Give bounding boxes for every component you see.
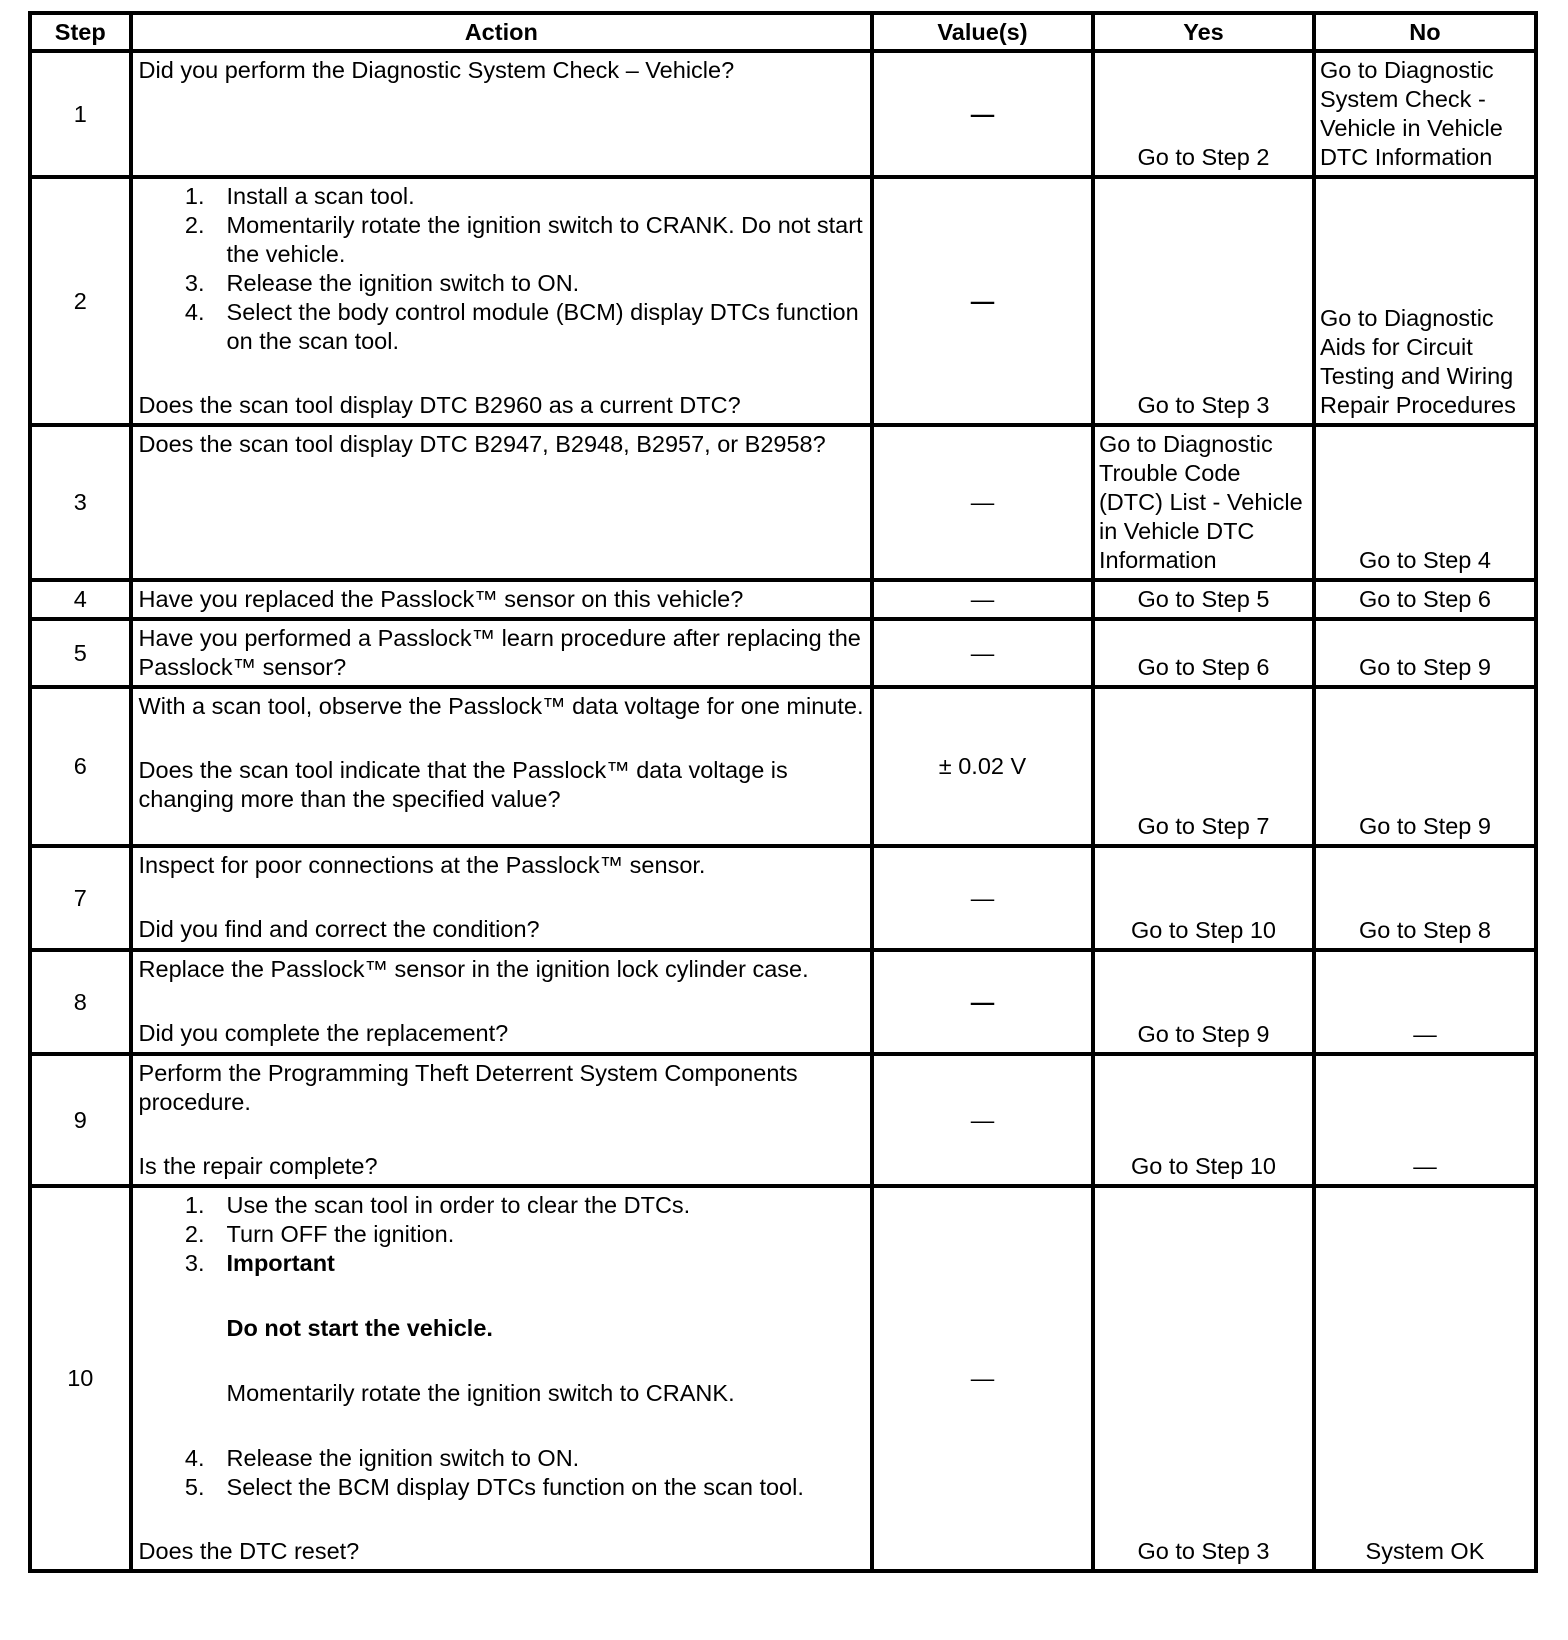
action-cell: Have you replaced the Passlock™ sensor on this vehicle?	[131, 580, 872, 619]
step-number: 9	[30, 1054, 131, 1186]
step-number: 6	[30, 687, 131, 846]
action-text: Replace the Passlock™ sensor in the ignition lock cylinder case.	[138, 956, 809, 982]
diagnostic-table	[28, 11, 1538, 1573]
no-cell: —	[1314, 950, 1536, 1054]
yes-cell: Go to Step 10	[1093, 1054, 1314, 1186]
action-cell	[131, 1186, 872, 1571]
no-cell: Go to Diagnostic System Check - Vehicle in Vehicle DTC Information	[1314, 51, 1536, 177]
table-row	[30, 1186, 1536, 1571]
list-item: 3. Important	[139, 1249, 864, 1278]
important-heading: Important	[226, 1250, 335, 1276]
table-row	[30, 51, 1536, 177]
yes-cell: Go to Step 7	[1093, 687, 1314, 846]
no-cell: System OK	[1314, 1186, 1536, 1571]
list-item: 4. Select the body control module (BCM) display DTCs function on the scan tool.	[184, 299, 859, 354]
yes-cell: Go to Step 3	[1093, 1186, 1314, 1571]
important-note: Do not start the vehicle.	[226, 1315, 493, 1341]
no-cell: Go to Step 9	[1314, 619, 1536, 687]
no-cell: Go to Diagnostic Aids for Circuit Testing and Wiring Repair Procedures	[1314, 177, 1536, 425]
action-question: Did you complete the replacement?	[138, 1020, 509, 1046]
list-item: 1. Use the scan tool in order to clear the DTCs.	[184, 1192, 691, 1218]
yes-cell: Go to Diagnostic Trouble Code (DTC) List - Vehicle in Vehicle DTC Information	[1093, 425, 1314, 580]
header-no: No	[1314, 13, 1536, 51]
no-cell: Go to Step 9	[1314, 687, 1536, 846]
table-row	[30, 1054, 1536, 1186]
table-row	[30, 580, 1536, 619]
list-item: 2. Momentarily rotate the ignition switch to CRANK. Do not start the vehicle.	[184, 212, 863, 267]
action-text: With a scan tool, observe the Passlock™ data voltage for one minute.	[138, 693, 864, 719]
yes-cell: Go to Step 9	[1093, 950, 1314, 1054]
step-number: 1	[30, 51, 131, 177]
step-number: 2	[30, 177, 131, 425]
action-cell	[131, 950, 872, 1054]
value-cell: —	[872, 177, 1093, 425]
table-row	[30, 425, 1536, 580]
value-cell: —	[872, 51, 1093, 177]
header-row	[30, 13, 1536, 51]
no-cell: Go to Step 8	[1314, 846, 1536, 950]
header-action: Action	[131, 13, 872, 51]
value-cell: —	[872, 1186, 1093, 1571]
action-steps-list	[139, 182, 864, 356]
value-cell: —	[872, 846, 1093, 950]
value-cell: —	[872, 580, 1093, 619]
no-cell: Go to Step 6	[1314, 580, 1536, 619]
no-cell: —	[1314, 1054, 1536, 1186]
list-item: 4. Release the ignition switch to ON.	[184, 1445, 580, 1471]
step-number: 10	[30, 1186, 131, 1571]
table-row	[30, 846, 1536, 950]
header-yes: Yes	[1093, 13, 1314, 51]
no-cell: Go to Step 4	[1314, 425, 1536, 580]
action-cell	[131, 687, 872, 846]
value-cell: —	[872, 619, 1093, 687]
action-steps-list-continued	[139, 1444, 864, 1502]
yes-cell: Go to Step 2	[1093, 51, 1314, 177]
step-number: 4	[30, 580, 131, 619]
step-number: 5	[30, 619, 131, 687]
yes-cell: Go to Step 6	[1093, 619, 1314, 687]
action-cell: Have you performed a Passlock™ learn procedure after replacing the Passlock™ sensor?	[131, 619, 872, 687]
action-cell	[131, 1054, 872, 1186]
action-steps-list	[139, 1191, 864, 1278]
table-row	[30, 619, 1536, 687]
value-cell: ± 0.02 V	[872, 687, 1093, 846]
step-number: 3	[30, 425, 131, 580]
list-item: 5. Select the BCM display DTCs function on the scan tool.	[184, 1474, 804, 1500]
table-row	[30, 177, 1536, 425]
table-row	[30, 687, 1536, 846]
important-action: Momentarily rotate the ignition switch to CRANK.	[226, 1380, 735, 1406]
action-question: Did you find and correct the condition?	[138, 916, 540, 942]
header-values: Value(s)	[872, 13, 1093, 51]
value-cell: —	[872, 425, 1093, 580]
value-cell: —	[872, 1054, 1093, 1186]
action-question: Does the scan tool display DTC B2960 as a current DTC?	[138, 392, 741, 418]
action-question: Is the repair complete?	[138, 1153, 378, 1179]
table-row	[30, 950, 1536, 1054]
value-cell: —	[872, 950, 1093, 1054]
header-step: Step	[30, 13, 131, 51]
action-cell	[131, 177, 872, 425]
action-question: Does the DTC reset?	[138, 1538, 360, 1564]
action-cell	[131, 846, 872, 950]
step-number: 7	[30, 846, 131, 950]
list-item: 2. Turn OFF the ignition.	[184, 1221, 455, 1247]
yes-cell: Go to Step 10	[1093, 846, 1314, 950]
yes-cell: Go to Step 3	[1093, 177, 1314, 425]
action-cell: Does the scan tool display DTC B2947, B2948, B2957, or B2958?	[131, 425, 872, 580]
action-question: Does the scan tool indicate that the Passlock™ data voltage is changing more than the specified value?	[138, 757, 788, 812]
step-number: 8	[30, 950, 131, 1054]
list-item: 3. Release the ignition switch to ON.	[184, 270, 580, 296]
action-text: Perform the Programming Theft Deterrent System Components procedure.	[138, 1060, 798, 1115]
action-text: Inspect for poor connections at the Passlock™ sensor.	[138, 852, 706, 878]
list-item: 1. Install a scan tool.	[184, 183, 415, 209]
yes-cell: Go to Step 5	[1093, 580, 1314, 619]
action-cell: Did you perform the Diagnostic System Check – Vehicle?	[131, 51, 872, 177]
